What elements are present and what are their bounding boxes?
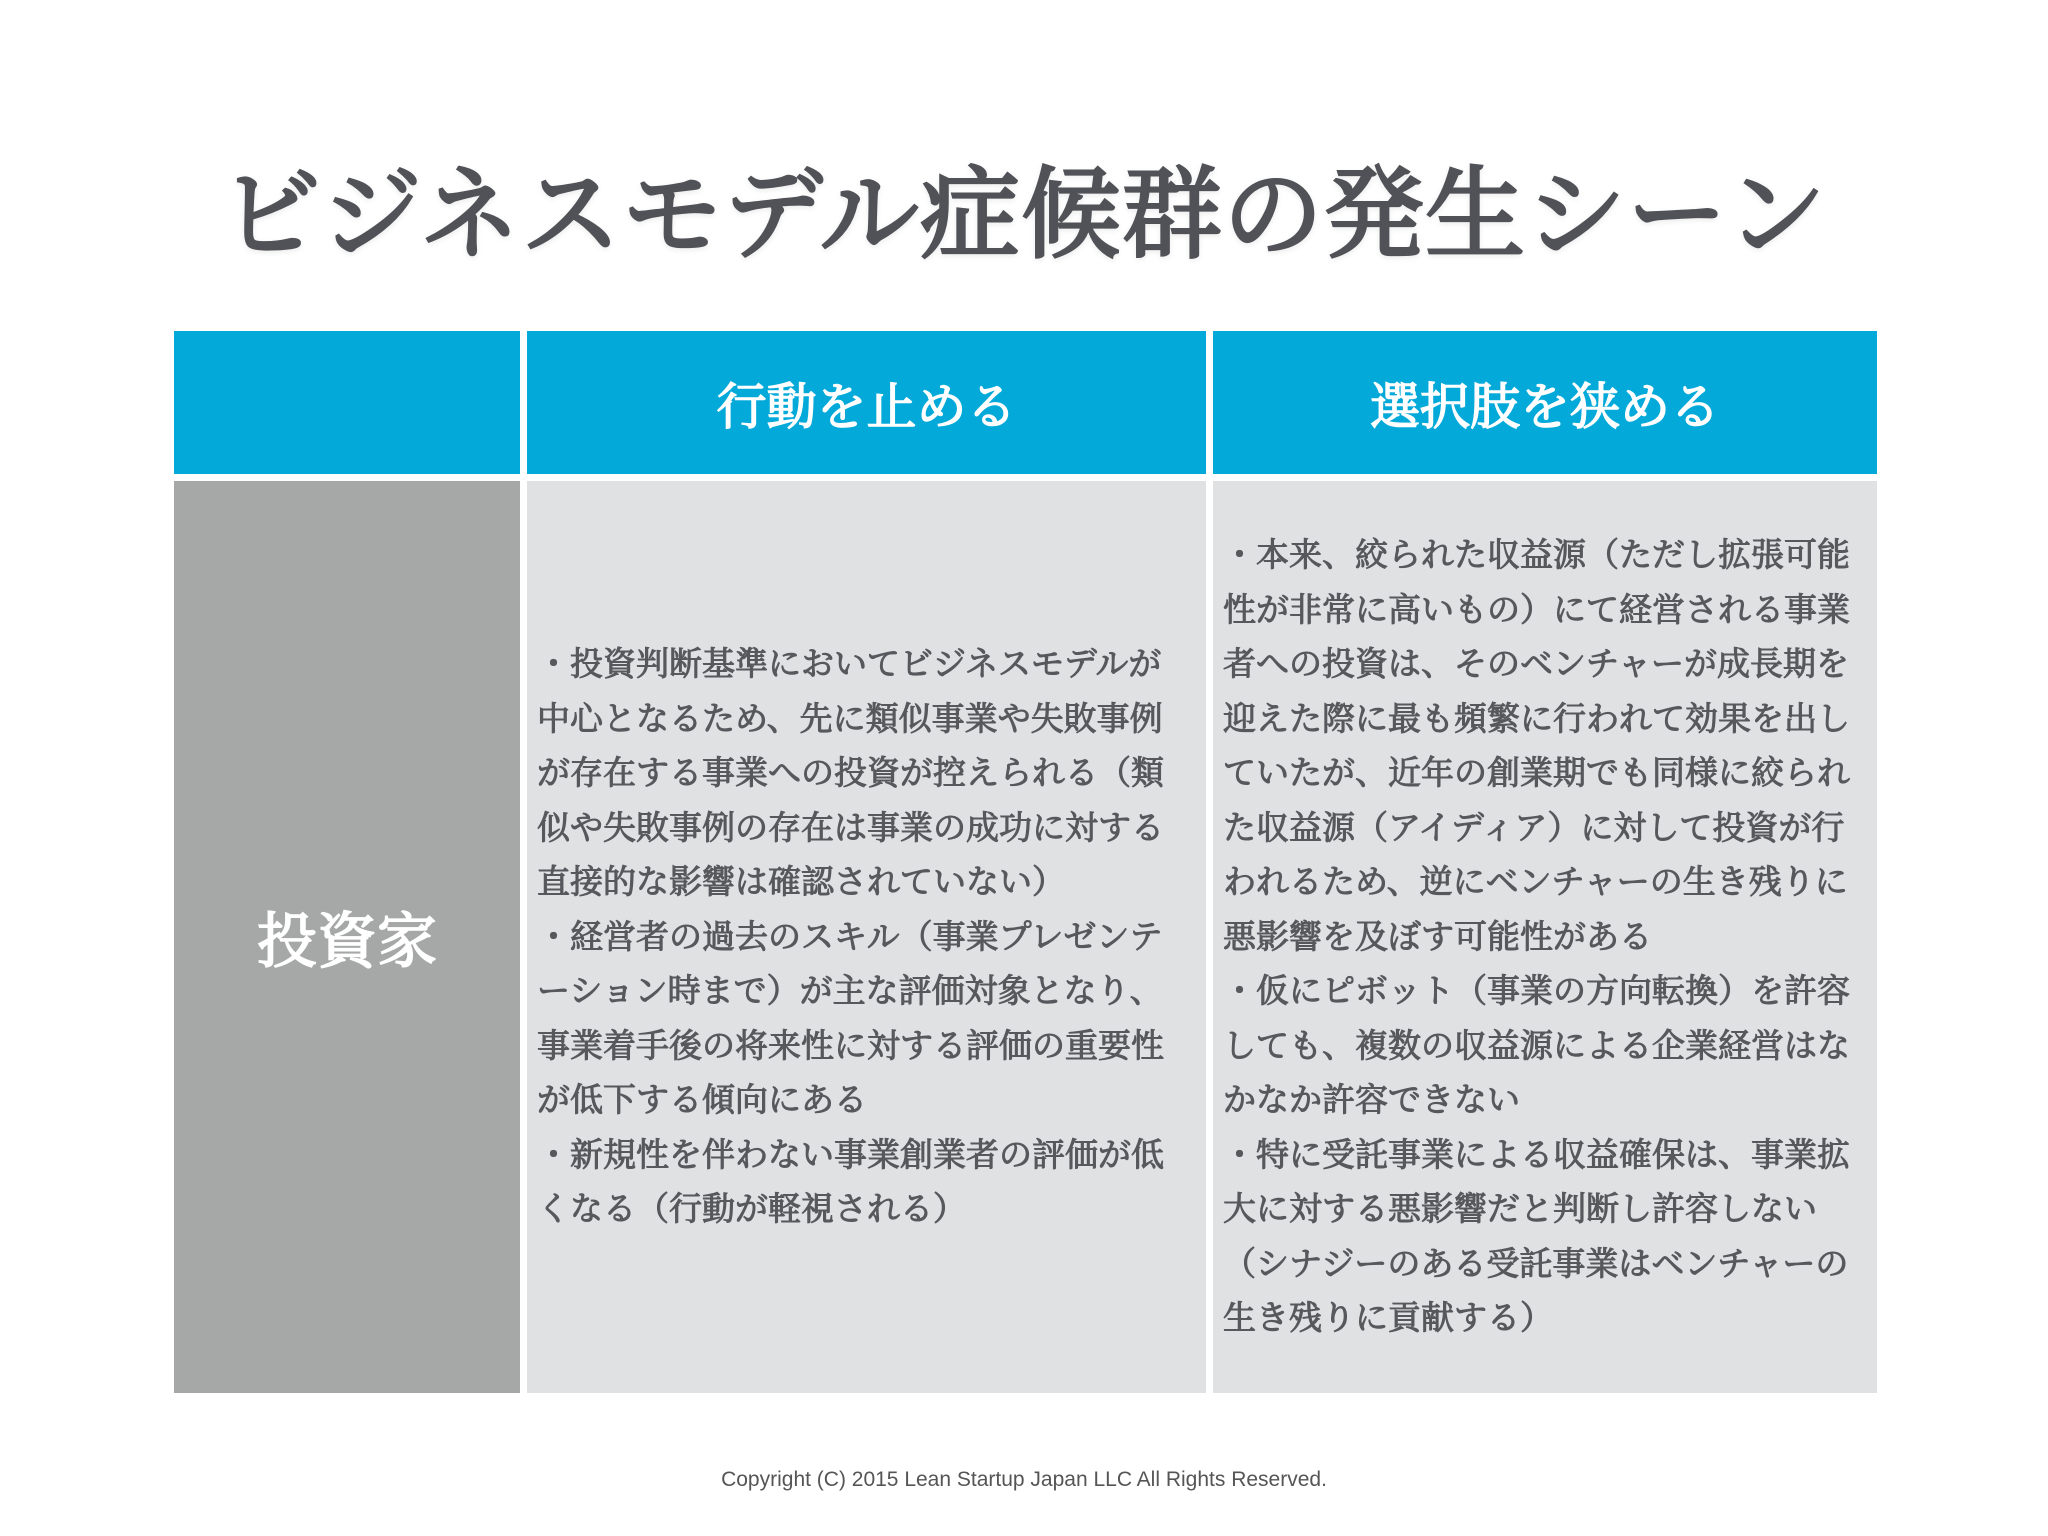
column-header-stop-action: 行動を止める bbox=[527, 331, 1206, 474]
bullet-item: ・経営者の過去のスキル（事業プレゼンテーション時まで）が主な評価対象となり、事業着手後の将来性に対する評価の重要性が低下する傾向にある bbox=[537, 916, 1164, 1120]
bullet-item: ・投資判断基準においてビジネスモデルが中心となるため、先に類似事業や失敗事例が存在する事業への投資が控えられる（類似や失敗事例の存在は事業の成功に対する直接的な影響は確認されていない） bbox=[537, 644, 1164, 902]
bullet-item: ・本来、絞られた収益源（ただし拡張可能性が非常に高いもの）にて経営される事業者への投資は、そのベンチャーが成長期を迎えた際に最も頻繁に行われて効果を出していたが、近年の創業期でも同様に絞られた収益源（アイディア）に対して投資が行われるため、逆にベンチャーの生き残りに悪影響を及ぼす可能性がある bbox=[1223, 535, 1850, 956]
cell-investor-stop-action bbox=[527, 481, 1206, 1393]
bullet-item: ・仮にピボット（事業の方向転換）を許容しても、複数の収益源による企業経営はなかなか許容できない bbox=[1223, 971, 1850, 1120]
row-header-investor: 投資家 bbox=[174, 481, 520, 1393]
copyright-footer: Copyright (C) 2015 Lean Startup Japan LLC All Rights Reserved. bbox=[721, 1468, 1327, 1491]
bullet-item: ・特に受託事業による収益確保は、事業拡大に対する悪影響だと判断し許容しない（シナジーのある受託事業はベンチャーの生き残りに貢献する） bbox=[1223, 1134, 1850, 1338]
table-corner-cell bbox=[174, 331, 520, 474]
slide-title: ビジネスモデル症候群の発生シーン bbox=[221, 156, 1827, 273]
cell-investor-narrow-options bbox=[1213, 481, 1877, 1393]
bullet-item: ・新規性を伴わない事業創業者の評価が低くなる（行動が軽視される） bbox=[537, 1134, 1164, 1229]
column-header-narrow-options: 選択肢を狭める bbox=[1213, 331, 1877, 474]
